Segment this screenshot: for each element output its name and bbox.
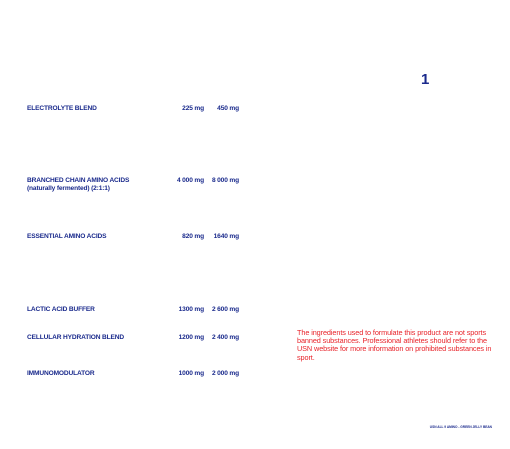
ingredient-row-electrolyte xyxy=(27,105,257,129)
ingredient-row-cellular-hydration xyxy=(27,334,257,358)
ingredient-name-text: ESSENTIAL AMINO ACIDS xyxy=(27,233,107,240)
ingredient-value-per-double-serving: 2 400 mg xyxy=(211,334,239,341)
ingredient-value-per-double-serving: 1640 mg xyxy=(213,233,239,240)
ingredient-value-per-serving: 1300 mg xyxy=(178,306,204,313)
ingredient-value-per-double-serving: 8 000 mg xyxy=(211,177,239,184)
ingredient-value-per-double-serving: 2 600 mg xyxy=(211,306,239,313)
ingredient-name-text: ELECTROLYTE BLEND xyxy=(27,105,97,112)
ingredient-row-bcaa xyxy=(27,177,257,201)
ingredient-name xyxy=(27,334,167,342)
product-footer-label: USN ALL 9 AMINO - GREEN JELLY BEAN xyxy=(429,425,492,429)
ingredient-value-per-serving: 225 mg xyxy=(182,105,204,112)
ingredient-value-per-double-serving: 450 mg xyxy=(217,105,239,112)
ingredient-value-per-serving: 4 000 mg xyxy=(176,177,204,184)
ingredient-name-text: IMMUNOMODULATOR xyxy=(27,370,95,377)
ingredient-name-text: BRANCHED CHAIN AMINO ACIDS xyxy=(27,177,130,184)
ingredient-value-per-serving: 1200 mg xyxy=(178,334,204,341)
ingredient-name xyxy=(27,177,167,193)
page-number: 1 xyxy=(421,71,430,88)
ingredient-name xyxy=(27,306,167,314)
ingredient-subtitle: (naturally fermented) (2:1:1) xyxy=(27,185,110,192)
ingredient-row-lactic-acid-buffer xyxy=(27,306,257,330)
banned-substances-disclaimer: The ingredients used to formulate this product are not sports banned substances. Professional athletes should refer to the USN website for more information on prohibited substances in sport. xyxy=(297,328,492,362)
ingredient-name xyxy=(27,370,167,378)
ingredient-value-per-double-serving: 2 000 mg xyxy=(211,370,239,377)
ingredient-row-eaa xyxy=(27,233,257,257)
ingredient-value-per-serving: 1000 mg xyxy=(178,370,204,377)
ingredient-name-text: CELLULAR HYDRATION BLEND xyxy=(27,334,125,341)
ingredient-name xyxy=(27,105,167,113)
ingredient-value-per-serving: 820 mg xyxy=(182,233,204,240)
ingredient-name xyxy=(27,233,167,241)
ingredient-row-immunomodulator xyxy=(27,370,257,394)
ingredient-name-text: LACTIC ACID BUFFER xyxy=(27,306,95,313)
